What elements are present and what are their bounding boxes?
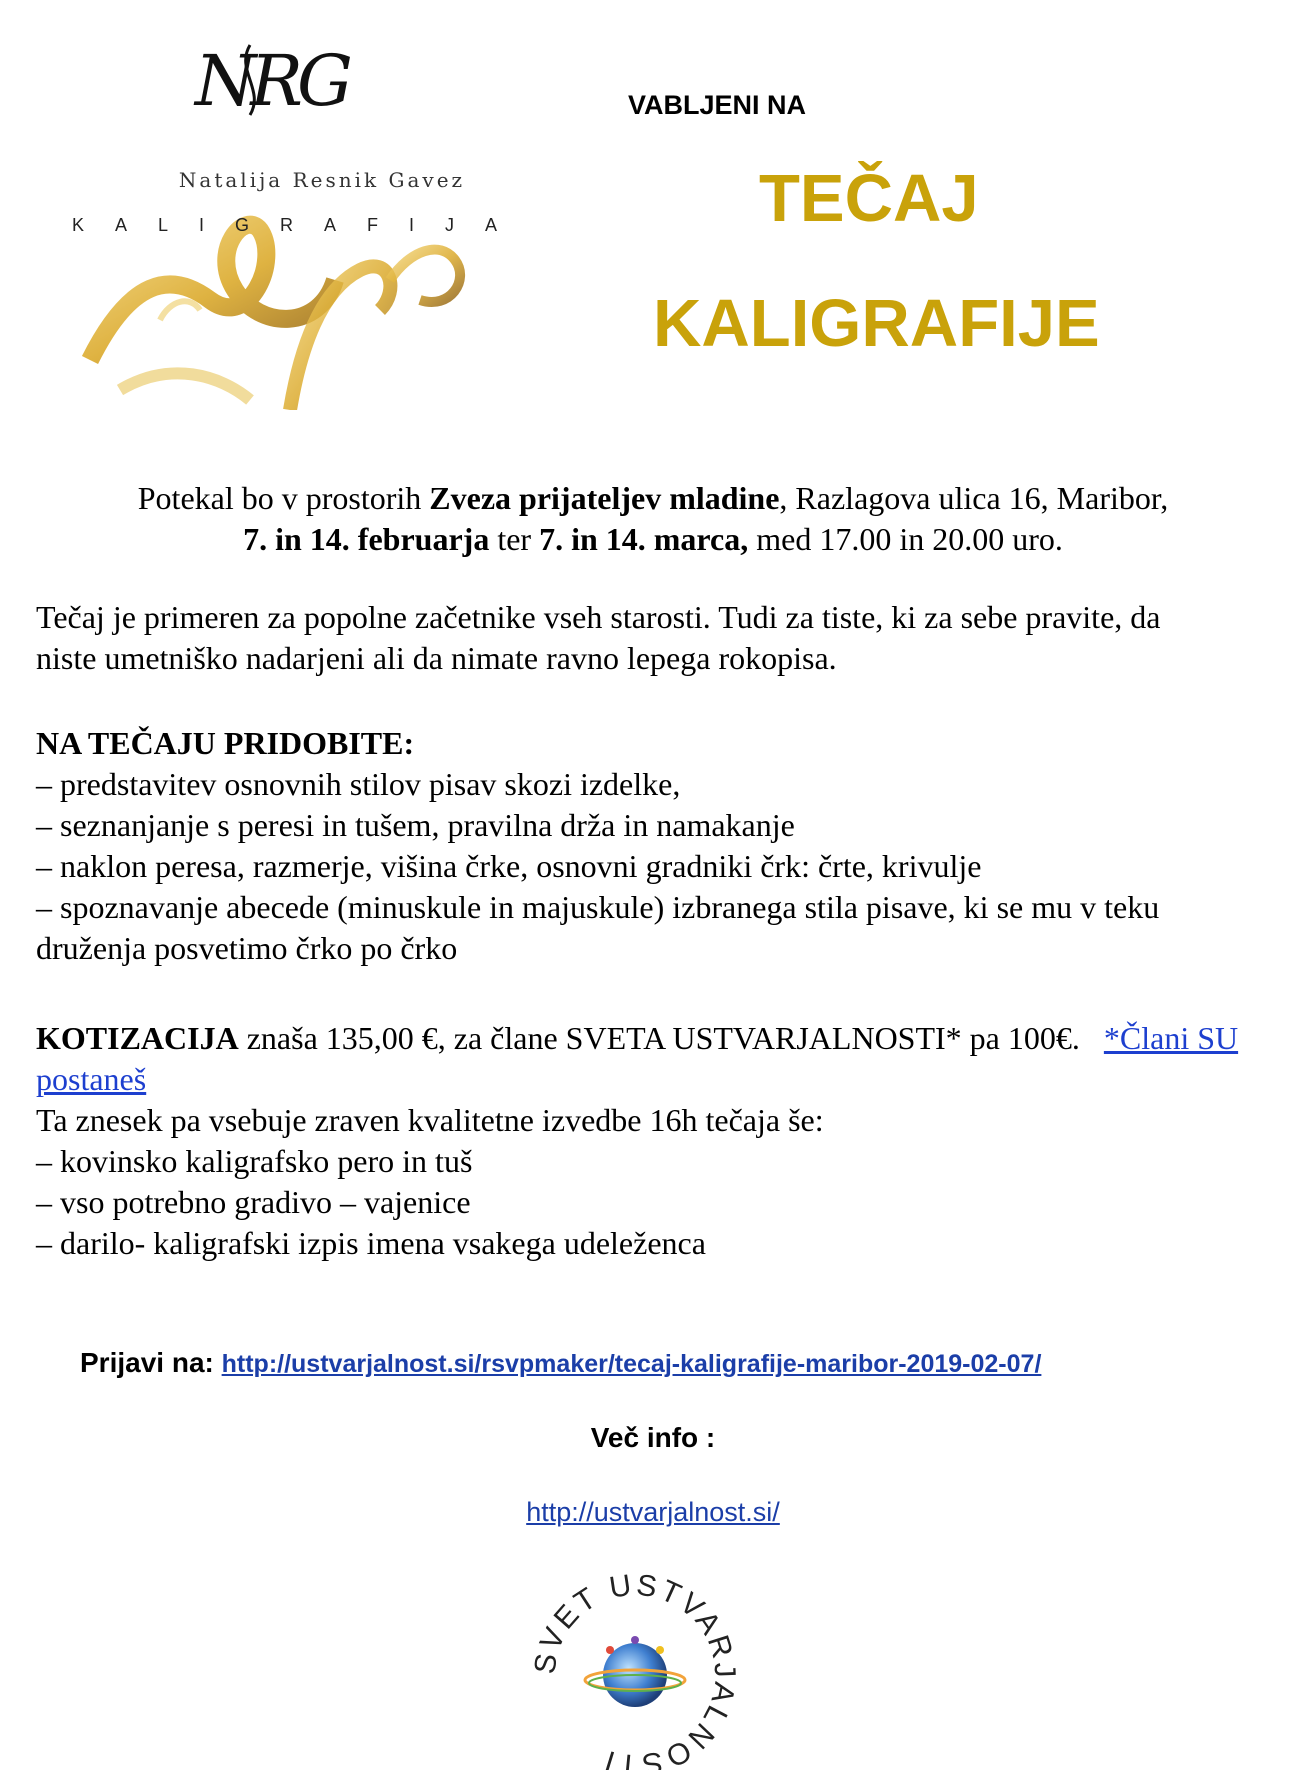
calligraphy-logo bbox=[60, 30, 530, 410]
dates-february: 7. in 14. februarja bbox=[243, 521, 490, 557]
gains-section bbox=[36, 723, 1256, 969]
gains-heading: NA TEČAJU PRIDOBITE: bbox=[36, 725, 415, 761]
invite-heading: VABLJENI NA bbox=[628, 90, 807, 120]
more-info-label: Več info : bbox=[590, 1422, 716, 1453]
dates-march: 7. in 14. marca, bbox=[539, 521, 749, 557]
list-item: – darilo- kaligrafski izpis imena vsakega udeleženca bbox=[36, 1225, 706, 1261]
list-item: – seznanjanje s peresi in tušem, pravilna drža in namakanje bbox=[36, 807, 795, 843]
fee-text: znaša 135,00 €, za člane SVETA USTVARJALNOSTI* pa 100€. bbox=[238, 1020, 1080, 1056]
globe-ring-graphic bbox=[520, 1570, 750, 1770]
fee-label: KOTIZACIJA bbox=[36, 1020, 239, 1056]
intro-paragraph bbox=[20, 478, 1286, 560]
logo-author-name: Natalija Resnik Gavez bbox=[178, 168, 466, 192]
website-link[interactable]: http://ustvarjalnost.si/ bbox=[526, 1497, 780, 1527]
logo-subtitle: KALIGRAFIJA bbox=[72, 215, 529, 235]
fee-includes: Ta znesek pa vsebuje zraven kvalitetne izvedbe 16h tečaja še: bbox=[36, 1102, 824, 1138]
svet-ustvarjalnosti-logo bbox=[520, 1570, 750, 1770]
list-item: – spoznavanje abecede (minuskule in majuskule) izbranega stila pisave, ki se mu v teku druženja posvetimo črko po črko bbox=[36, 889, 1160, 966]
site-link-wrap bbox=[0, 1497, 1306, 1528]
register-line bbox=[80, 1347, 1280, 1379]
intro-text: Potekal bo v prostorih bbox=[137, 480, 430, 516]
register-label: Prijavi na: bbox=[80, 1347, 222, 1378]
logo-monogram: NRG bbox=[195, 40, 347, 122]
list-item: – naklon peresa, razmerje, višina črke, osnovni gradniki črk: črte, krivulje bbox=[36, 848, 982, 884]
ring-text: SVET USTVARJALNOSTI bbox=[528, 1570, 742, 1770]
list-item: – vso potrebno gradivo – vajenice bbox=[36, 1184, 471, 1220]
title-line-1: TEČAJ bbox=[759, 161, 979, 236]
membership-link[interactable]: *Člani SU postaneš bbox=[36, 1020, 1239, 1097]
list-item: – kovinsko kaligrafsko pero in tuš bbox=[36, 1143, 473, 1179]
fee-section bbox=[36, 1018, 1256, 1264]
venue-name: Zveza prijateljev mladine bbox=[429, 480, 780, 516]
list-item: – predstavitev osnovnih stilov pisav skozi izdelke, bbox=[36, 766, 681, 802]
intro-connector: ter bbox=[489, 521, 540, 557]
intro-time: med 17.00 in 20.00 uro. bbox=[748, 521, 1063, 557]
register-link[interactable]: http://ustvarjalnost.si/rsvpmaker/tecaj-kaligrafije-maribor-2019-02-07/ bbox=[221, 1350, 1042, 1378]
description-paragraph: Tečaj je primeren za popolne začetnike vseh starosti. Tudi za tiste, ki za sebe pravite, da niste umetniško nadarjeni ali da nimate ravno lepega rokopisa. bbox=[36, 599, 1161, 676]
title-line-2: KALIGRAFIJE bbox=[653, 286, 1100, 361]
intro-address: , Razlagova ulica 16, Maribor, bbox=[779, 480, 1169, 516]
